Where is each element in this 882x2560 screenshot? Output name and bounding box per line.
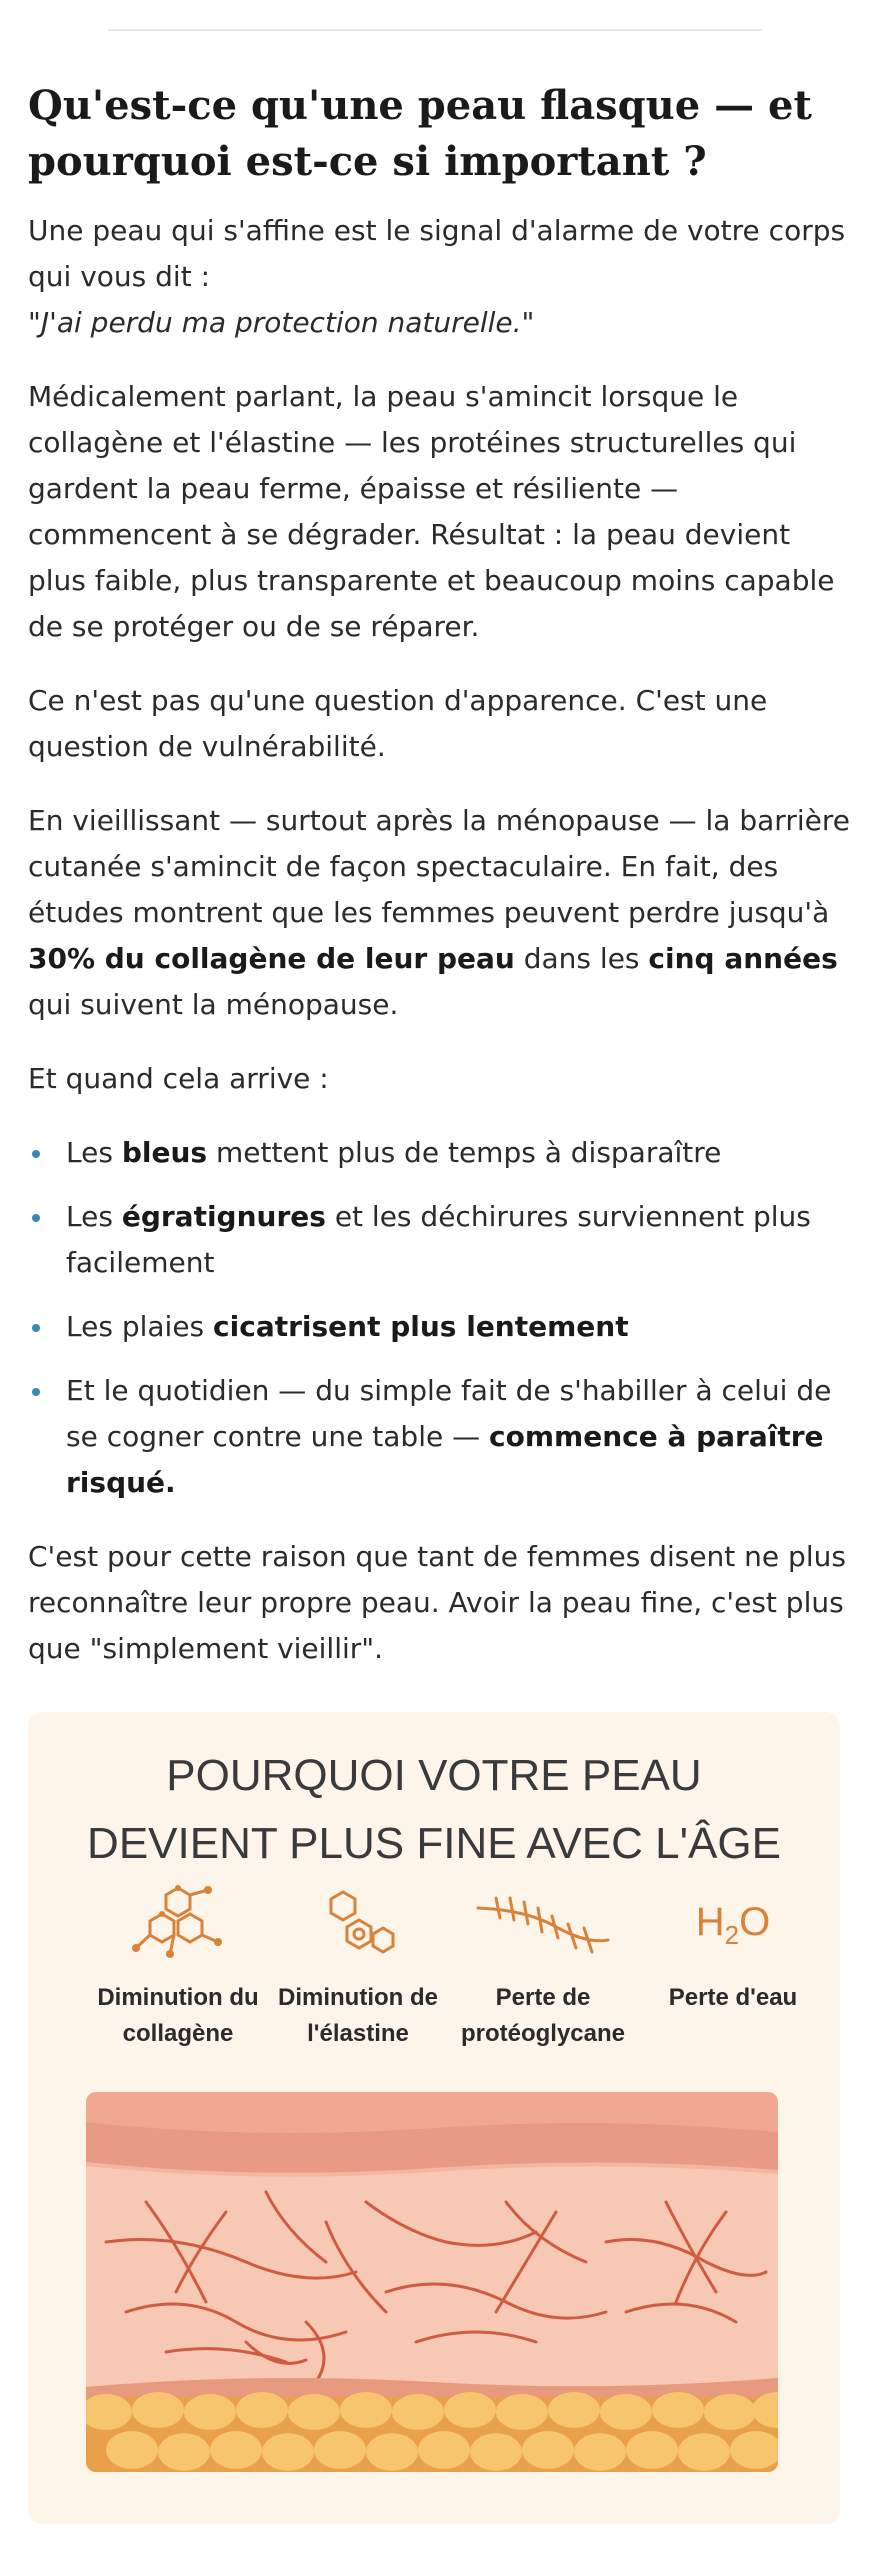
intro-text: Une peau qui s'affine est le signal d'alarme de votre corps qui vous dit : xyxy=(28,214,846,293)
list-item-text: Les xyxy=(66,1136,122,1169)
factor-collagen xyxy=(97,1880,259,2047)
five-years-highlight: cinq années xyxy=(648,942,838,975)
h2o-sub: 2 xyxy=(724,1920,740,1950)
list-item xyxy=(28,1130,854,1176)
proteoglycan-chain-icon xyxy=(468,1880,618,1970)
infographic-title xyxy=(28,1742,840,1878)
list-item-bold: égratignures xyxy=(121,1200,326,1233)
list-item-text: Et le quotidien — du simple fait de s'habiller à celui de se cogner contre une table — xyxy=(66,1374,832,1453)
factor-label: Perte de protéoglycane xyxy=(460,1984,626,2047)
consequences-list xyxy=(28,1130,854,1506)
list-item-text: Les xyxy=(66,1200,122,1233)
closing-paragraph: C'est pour cette raison que tant de femmes disent ne plus reconnaître leur propre peau. Avoir la peau fine, c'est plus que "simplement vieillir". xyxy=(28,1540,846,1665)
water-h2o-icon xyxy=(678,1880,788,1970)
list-item-bold: commence à paraître risqué. xyxy=(66,1420,824,1499)
list-item xyxy=(28,1304,854,1350)
vulnerability-paragraph: Ce n'est pas qu'une question d'apparence. C'est une question de vulnérabilité. xyxy=(28,684,768,763)
menopause-paragraph xyxy=(28,798,854,1028)
h2o-o: O xyxy=(739,1900,771,1944)
list-item-bold: bleus xyxy=(121,1136,208,1169)
list-item xyxy=(28,1194,854,1286)
elastin-molecule-icon xyxy=(303,1880,413,1970)
list-item-text: mettent plus de temps à disparaître xyxy=(207,1136,722,1169)
skin-thinning-infographic xyxy=(28,1712,840,2524)
list-item-text: et les déchirures surviennent plus facilement xyxy=(66,1200,811,1279)
intro-paragraph xyxy=(28,208,854,346)
factor-label: Perte d'eau xyxy=(668,1984,798,2011)
menopause-text-c: dans les xyxy=(514,942,649,975)
menopause-text-a: En vieillissant — surtout après la ménopause — la barrière cutanée s'amincit de façon spectaculaire. En fait, des études montrent que les femmes peuvent perdre jusqu'à xyxy=(28,804,850,929)
infographic-title-line1: POURQUOI VOTRE PEAU xyxy=(166,1751,702,1800)
h2o-h: H xyxy=(695,1900,725,1944)
list-item-bold: cicatrisent plus lentement xyxy=(213,1310,629,1343)
menopause-text-e: qui suivent la ménopause. xyxy=(28,988,399,1021)
top-divider xyxy=(108,29,762,31)
list-item-text: Les plaies xyxy=(66,1310,214,1343)
factor-label: Diminution du collagène xyxy=(97,1984,259,2047)
skin-cross-section-illustration xyxy=(86,2092,778,2472)
factor-label: Diminution de l'élastine xyxy=(278,1984,438,2047)
list-item xyxy=(28,1368,854,1506)
factor-proteoglycan xyxy=(460,1880,626,2047)
article-heading: Qu'est-ce qu'une peau flasque — et pourquoi est-ce si important ? xyxy=(28,82,812,185)
consequences-intro: Et quand cela arrive : xyxy=(28,1062,329,1095)
collagen-molecule-icon xyxy=(118,1880,238,1970)
collagen-loss-highlight: 30% du collagène de leur peau xyxy=(28,942,515,975)
factor-water xyxy=(668,1880,798,2011)
intro-quote: "J'ai perdu ma protection naturelle." xyxy=(28,306,535,339)
medical-paragraph: Médicalement parlant, la peau s'amincit lorsque le collagène et l'élastine — les protéines structurelles qui gardent la peau ferme, épaisse et résiliente — commencent à se dégrader. Résultat : la peau devient plus faible, plus transparente et beaucoup moins capable de se protéger ou de se réparer. xyxy=(28,380,835,643)
infographic-title-line2: DEVIENT PLUS FINE AVEC L'ÂGE xyxy=(87,1819,781,1868)
factor-elastin xyxy=(278,1880,438,2047)
article xyxy=(28,78,854,1700)
